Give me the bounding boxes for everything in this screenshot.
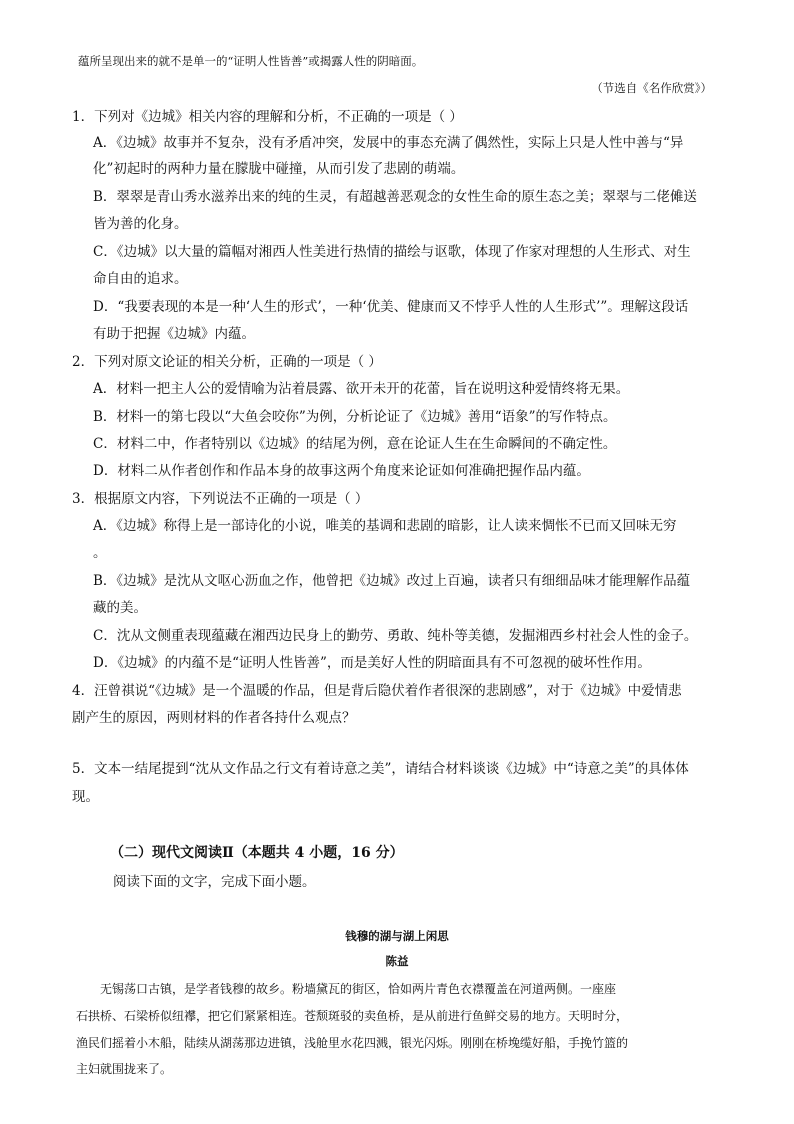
question-5-stem-line1: 5．文本一结尾提到“沈从文作品之行文有着诗意之美”，请结合材料谈谈《边城》中“诗意之美”的具体体 [72,761,689,777]
section-title: （二）现代文阅读Ⅱ（本题共 4 小题，16 分） [110,845,404,861]
q1-option-b-line1: B．翠翠是青山秀水滋养出来的纯的生灵，有超越善恶观念的女性生命的原生态之美；翠翠与二佬傩送 [93,189,697,205]
q3-option-b-line2: 藏的美。 [93,600,147,616]
section-instruction: 阅读下面的文字，完成下面小题。 [113,874,316,890]
q3-option-c: C．沈从文侧重表现蕴藏在湘西边民身上的勤劳、勇敢、纯朴等美德，发掘湘西乡村社会人性的金子。 [93,628,698,644]
q3-option-d: D．《边城》的内蕴不是“证明人性皆善”，而是美好人性的阴暗面具有不可忽视的破坏性作用。 [93,655,651,671]
q1-option-d-line2: 有助于把握《边城》内蕴。 [93,326,255,342]
article-paragraph-line4: 主妇就围拢来了。 [76,1062,173,1076]
article-paragraph-line2: 石拱桥、石梁桥似纽襻，把它们紧紧相连。苍颓斑驳的卖鱼桥，是从前进行鱼鲜交易的地方。天明时分， [76,1009,629,1023]
question-1-stem: 1．下列对《边城》相关内容的理解和分析，不正确的一项是（ ） [72,109,463,125]
question-3-stem: 3．根据原文内容，下列说法不正确的一项是（ ） [72,491,369,507]
intro-line: 蕴所呈现出来的就不是单一的“证明人性皆善”或揭露人性的阴暗面。 [78,54,424,68]
article-author: 陈益 [385,954,409,968]
question-5-stem-line2: 现。 [72,789,99,805]
q2-option-d: D．材料二从作者创作和作品本身的故事这两个角度来论证如何准确把握作品内蕴。 [93,463,590,479]
q1-option-c-line2: 命自由的追求。 [93,271,188,287]
q2-option-c: C．材料二中，作者特别以《边城》的结尾为例，意在论证人生在生命瞬间的不确定性。 [93,436,617,452]
q1-option-b-line2: 皆为善的化身。 [93,216,188,232]
question-4-stem-line2: 剧产生的原因，两则材料的作者各持什么观点？ [72,710,356,726]
q1-option-d-line1: D．“我要表现的本是一种‘人生的形式’，一种‘优美、健康而又不悖乎人性的人生形式’”。理解这段话 [93,299,689,315]
article-title: 钱穆的湖与湖上闲思 [345,929,449,943]
q1-option-c-line1: C．《边城》以大量的篇幅对湘西人性美进行热情的描绘与讴歌，体现了作家对理想的人生形式、对生 [93,244,691,260]
q3-option-b-line1: B．《边城》是沈从文呕心沥血之作，他曾把《边城》改过上百遍，读者只有细细品味才能理解作品蕴 [93,573,691,589]
q2-option-a: A．材料一把主人公的爱情喻为沾着晨露、欲开未开的花蕾，旨在说明这种爱情终将无果。 [93,381,630,397]
source-citation: （节选自《名作欣赏》） [591,81,712,95]
q1-option-a-line1: A．《边城》故事并不复杂，没有矛盾冲突，发展中的事态充满了偶然性，实际上只是人性中善与“异 [93,135,684,151]
q2-option-b: B．材料一的第七段以“大鱼会咬你”为例，分析论证了《边城》善用“语象”的写作特点。 [93,409,617,425]
article-paragraph-line3: 渔民们摇着小木船，陆续从湖荡那边进镇，浅舱里水花四溅，银光闪烁。刚刚在桥堍缆好船，手挽竹篮的 [76,1036,629,1050]
article-paragraph-line1: 无锡荡口古镇，是学者钱穆的故乡。粉墙黛瓦的街区，恰如两片青色衣襟覆盖在河道两侧。一座座 [100,982,617,996]
q3-option-a-line1: A．《边城》称得上是一部诗化的小说，唯美的基调和悲剧的暗影，让人读来惆怅不已而又回味无穷 [93,518,677,534]
question-2-stem: 2．下列对原文论证的相关分析，正确的一项是（ ） [72,354,382,370]
q1-option-a-line2: 化”初起时的两种力量在朦胧中碰撞，从而引发了悲剧的萌端。 [93,161,465,177]
question-4-stem-line1: 4．汪曾祺说“《边城》是一个温暖的作品，但是背后隐伏着作者很深的悲剧感”，对于《边城》中爱情悲 [72,683,682,699]
q3-option-a-line2: 。 [93,545,107,561]
